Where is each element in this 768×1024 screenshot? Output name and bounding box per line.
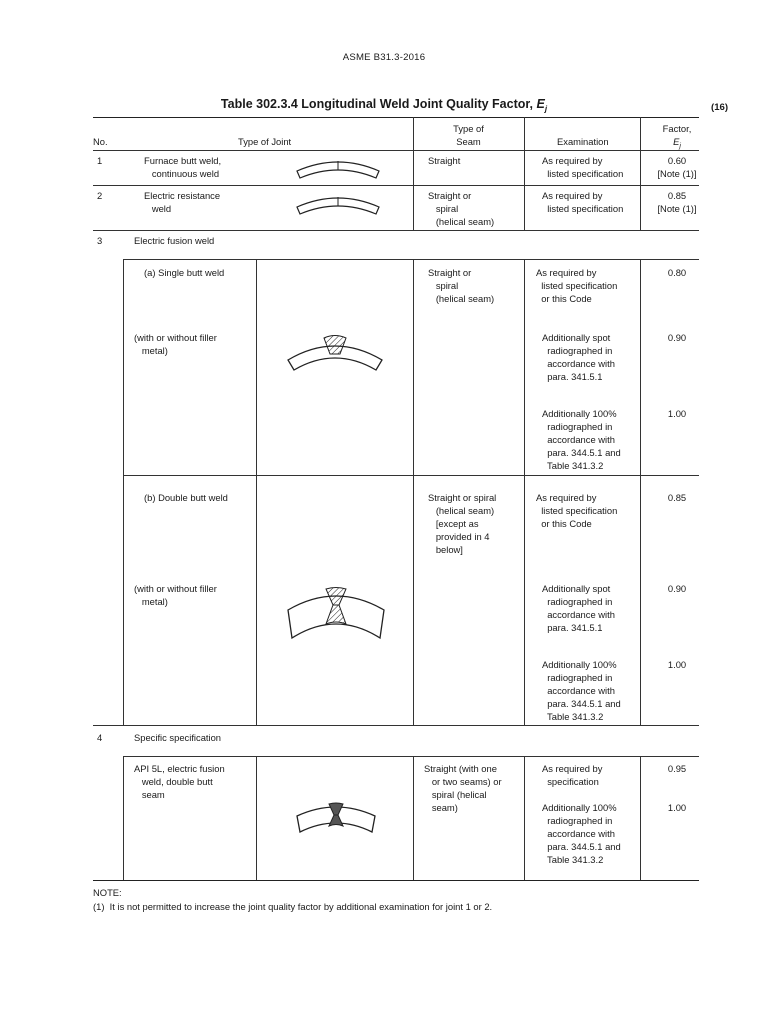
col-header-type-of-joint: Type of Joint bbox=[238, 136, 292, 147]
row4a-factor-2: 1.00 bbox=[667, 802, 687, 813]
vrule-exam-3 bbox=[524, 259, 525, 725]
row2-no: 2 bbox=[97, 190, 103, 201]
row4-joint: Specific specification bbox=[134, 732, 222, 743]
furnace-butt-weld-diagram bbox=[293, 157, 383, 185]
note-label: NOTE: bbox=[93, 887, 122, 898]
col-header-seam-1: Type of bbox=[453, 123, 484, 134]
row3b-joint: (b) Double butt weld bbox=[144, 492, 228, 503]
col-header-factor-2: $E_j$ bbox=[673, 136, 681, 150]
row3a-seam: Straight or spiral (helical seam) bbox=[428, 267, 495, 304]
row3a-joint: (a) Single butt weld bbox=[144, 267, 225, 278]
row3b-factor-1: 0.85 bbox=[667, 492, 687, 503]
table-title-text: Table 302.3.4 Longitudinal Weld Joint Quality Factor, bbox=[220, 97, 537, 111]
row3-no: 3 bbox=[97, 235, 103, 246]
row3b-exam-1: As required by listed specification or this Code bbox=[536, 492, 618, 529]
row-rule-1 bbox=[93, 185, 699, 186]
row2-joint: Electric resistance weld bbox=[144, 190, 221, 214]
row3b-filler: (with or without filler metal) bbox=[134, 583, 217, 607]
single-butt-weld-diagram bbox=[284, 328, 386, 372]
row1-joint: Furnace butt weld, continuous weld bbox=[144, 155, 222, 179]
row3b-factor-3: 1.00 bbox=[667, 659, 687, 670]
vrule-exam-top bbox=[524, 117, 525, 230]
row3b-factor-2: 0.90 bbox=[667, 583, 687, 594]
header-bottom-rule bbox=[93, 150, 699, 151]
table-title bbox=[0, 98, 768, 116]
row3b-exam-3: Additionally 100% radiographed in accordance with para. 344.5.1 and Table 341.3.2 bbox=[542, 659, 621, 722]
note-text: (1) It is not permitted to increase the joint quality factor by additional examination for joint 1 or 2. bbox=[93, 901, 493, 912]
col-header-no: No. bbox=[93, 136, 108, 147]
row3a-exam-1: As required by listed specification or this Code bbox=[536, 267, 618, 304]
row3a-exam-3: Additionally 100% radiographed in accordance with para. 344.5.1 and Table 341.3.2 bbox=[542, 408, 621, 471]
vrule-exam-4 bbox=[524, 756, 525, 880]
row2-exam: As required by listed specification bbox=[542, 190, 624, 214]
vrule-4-left bbox=[123, 756, 124, 880]
row3a-factor-3: 1.00 bbox=[667, 408, 687, 419]
row3a-factor-1: 0.80 bbox=[667, 267, 687, 278]
row1-factor: 0.60 [Note (1)] bbox=[657, 155, 697, 179]
vrule-seam-4 bbox=[413, 756, 414, 880]
col-header-seam-2: Seam bbox=[456, 136, 481, 147]
table-top-rule bbox=[93, 117, 699, 118]
row2-seam: Straight or spiral (helical seam) bbox=[428, 190, 495, 227]
vrule-3-left bbox=[123, 259, 124, 725]
vrule-seam-3 bbox=[413, 259, 414, 725]
row4-no: 4 bbox=[97, 732, 103, 743]
row3a-exam-2: Additionally spot radiographed in accordance with para. 341.5.1 bbox=[542, 332, 615, 382]
double-butt-weld-diagram bbox=[284, 580, 388, 640]
vrule-4-joint bbox=[256, 756, 257, 880]
revision-mark: (16) bbox=[711, 102, 729, 113]
row4a-factor-1: 0.95 bbox=[667, 763, 687, 774]
row4a-exam-1: As required by specification bbox=[542, 763, 603, 787]
row2-factor: 0.85 [Note (1)] bbox=[657, 190, 697, 214]
col-header-factor-1: Factor, bbox=[662, 123, 692, 134]
row3a-factor-2: 0.90 bbox=[667, 332, 687, 343]
row-rule-3 bbox=[123, 259, 699, 260]
vrule-3-joint bbox=[256, 259, 257, 725]
row3b-exam-2: Additionally spot radiographed in accordance with para. 341.5.1 bbox=[542, 583, 615, 633]
row-rule-3a bbox=[123, 475, 699, 476]
col-header-examination: Examination bbox=[557, 136, 609, 147]
row1-seam: Straight bbox=[428, 155, 461, 166]
row4a-joint: API 5L, electric fusion weld, double butt seam bbox=[134, 763, 225, 800]
row4a-exam-2: Additionally 100% radiographed in accordance with para. 344.5.1 and Table 341.3.2 bbox=[542, 802, 621, 865]
row1-exam: As required by listed specification bbox=[542, 155, 624, 179]
row-rule-3b bbox=[93, 725, 699, 726]
row3b-seam: Straight or spiral (helical seam) [except as provided in 4 below] bbox=[428, 492, 497, 555]
table-bottom-rule bbox=[93, 880, 699, 881]
row-rule-4 bbox=[123, 756, 699, 757]
row4a-seam: Straight (with one or two seams) or spiral (helical seam) bbox=[424, 763, 502, 813]
row1-no: 1 bbox=[97, 155, 103, 166]
table-title-symbol: $E_j$ bbox=[536, 97, 548, 114]
electric-resistance-weld-diagram bbox=[293, 193, 383, 221]
row3-joint: Electric fusion weld bbox=[134, 235, 215, 246]
page-header: ASME B31.3-2016 bbox=[342, 52, 426, 63]
api-5l-double-butt-weld-diagram bbox=[293, 798, 379, 836]
row3a-filler: (with or without filler metal) bbox=[134, 332, 217, 356]
row-rule-2 bbox=[93, 230, 699, 231]
